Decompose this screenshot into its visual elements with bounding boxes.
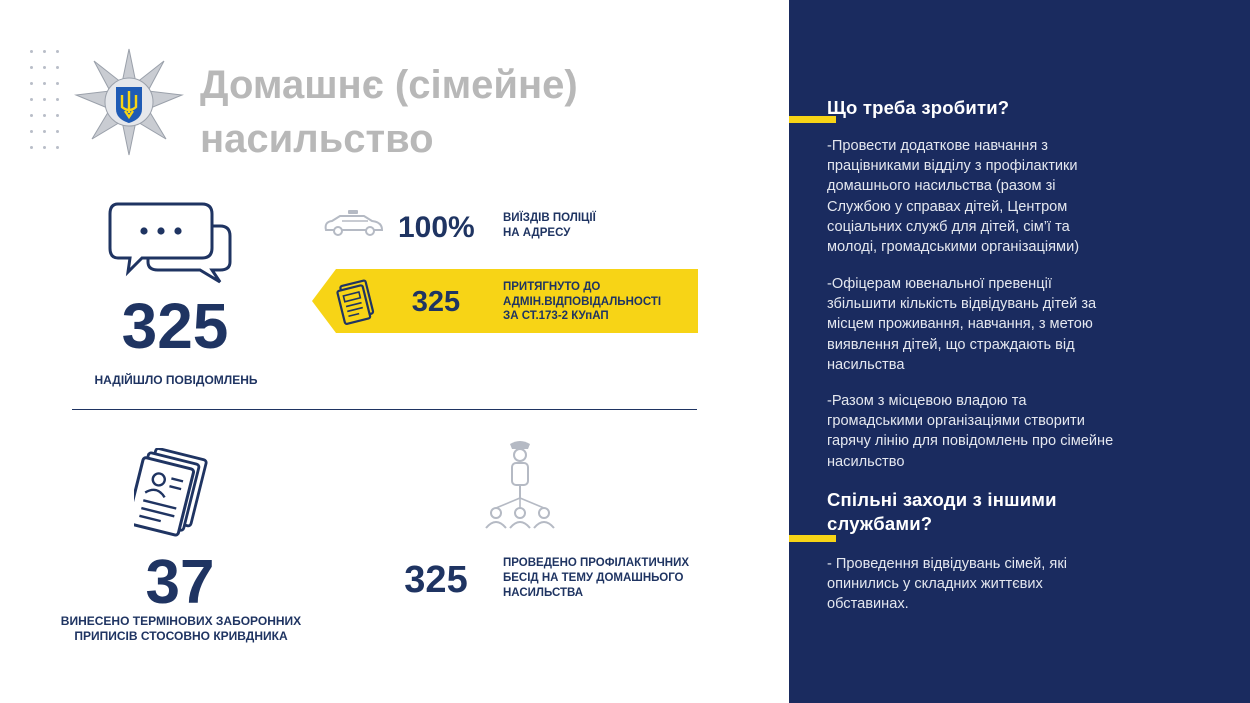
panel-text-line: насильство <box>827 453 905 470</box>
orders-caption <box>46 614 316 644</box>
police-trips-caption-line-2: НА АДРЕСУ <box>503 227 571 239</box>
panel-text-line: обставинах. <box>827 596 909 613</box>
police-trips-percent: 100% <box>398 211 475 244</box>
panel-paragraph-juvenile <box>827 274 1167 375</box>
talks-caption-line-2: БЕСІД НА ТЕМУ ДОМАШНЬОГО <box>503 572 684 584</box>
talks-caption <box>503 556 703 601</box>
panel-text-line: соціальних служб для дітей, сім’ї та <box>827 218 1070 235</box>
police-trips-caption-line-1: ВИЇЗДІВ ПОЛІЦІЇ <box>503 212 596 224</box>
chat-bubbles-icon <box>108 200 236 284</box>
panel-text-line: -Офіцерам ювенальної превенції <box>827 276 1052 292</box>
police-car-icon <box>322 208 386 238</box>
talks-caption-line-1: ПРОВЕДЕНО ПРОФІЛАКТИЧНИХ <box>503 557 690 569</box>
panel-heading-joint-line-2: службами? <box>827 513 933 534</box>
page-title: Домашнє (сімейне) насильство <box>200 63 578 161</box>
police-trips-caption <box>503 211 643 241</box>
action-panel <box>789 0 1250 703</box>
panel-paragraph-training <box>827 136 1167 257</box>
panel-paragraph-hotline <box>827 391 1167 472</box>
orders-caption-line-1: ВИНЕСЕНО ТЕРМІНОВИХ ЗАБОРОННИХ <box>60 614 302 628</box>
panel-heading-joint <box>827 488 1057 536</box>
panel-text-line: домашнього насильства (разом зі <box>827 178 1056 195</box>
admin-caption <box>503 280 693 324</box>
panel-heading-todo: Що треба зробити? <box>827 97 1010 118</box>
police-star-badge-icon <box>74 47 184 157</box>
panel-text-line: місцем проживання, навчання, з метою <box>827 316 1093 333</box>
police-officer-icon <box>480 438 560 534</box>
admin-count: 325 <box>411 286 461 318</box>
panel-text-line: насильства <box>827 356 905 373</box>
panel-text-line: збільшити кількість відвідувань дітей за <box>827 296 1097 313</box>
admin-caption-line-2: АДМІН.ВІДПОВІДАЛЬНОСТІ <box>503 295 662 308</box>
admin-caption-line-3: ЗА СТ.173-2 КУпАП <box>503 310 609 322</box>
papers-icon <box>134 448 218 538</box>
panel-text-line: виявлення дітей, що страждають від <box>827 336 1075 353</box>
panel-text-line: працівниками відділу з профілактики <box>827 158 1078 175</box>
orders-caption-line-2: ПРИПИСІВ СТОСОВНО КРИВДНИКА <box>74 629 288 643</box>
panel-text-line: - Проведення відвідувань сімей, які <box>827 556 1067 572</box>
panel-text-line: -Разом з місцевою владою та <box>827 393 1027 409</box>
panel-text-line: -Провести додаткове навчання з <box>827 138 1048 154</box>
section-divider <box>72 409 697 410</box>
orders-count: 37 <box>145 548 215 617</box>
panel-text-line: гарячу лінію для повідомлень про сімейне <box>827 433 1114 450</box>
admin-caption-line-1: ПРИТЯГНУТО ДО <box>503 281 601 293</box>
accent-bar-2 <box>789 535 836 542</box>
document-icon <box>334 277 378 325</box>
reports-caption: НАДІЙШЛО ПОВІДОМЛЕНЬ <box>94 373 258 387</box>
panel-text-line: опинились у складних життєвих <box>827 576 1043 593</box>
talks-count: 325 <box>404 559 468 601</box>
talks-caption-line-3: НАСИЛЬСТВА <box>503 587 584 599</box>
panel-text-line: молоді, громадськими організаціями) <box>827 239 1080 256</box>
panel-text-line: громадськими організаціями створити <box>827 413 1085 430</box>
dotted-decoration <box>30 50 64 150</box>
panel-paragraph-visits <box>827 554 1167 615</box>
panel-heading-joint-line-1: Спільні заходи з іншими <box>827 489 1057 510</box>
reports-count: 325 <box>121 290 229 362</box>
panel-text-line: Службою у справах дітей, Центром <box>827 198 1068 215</box>
